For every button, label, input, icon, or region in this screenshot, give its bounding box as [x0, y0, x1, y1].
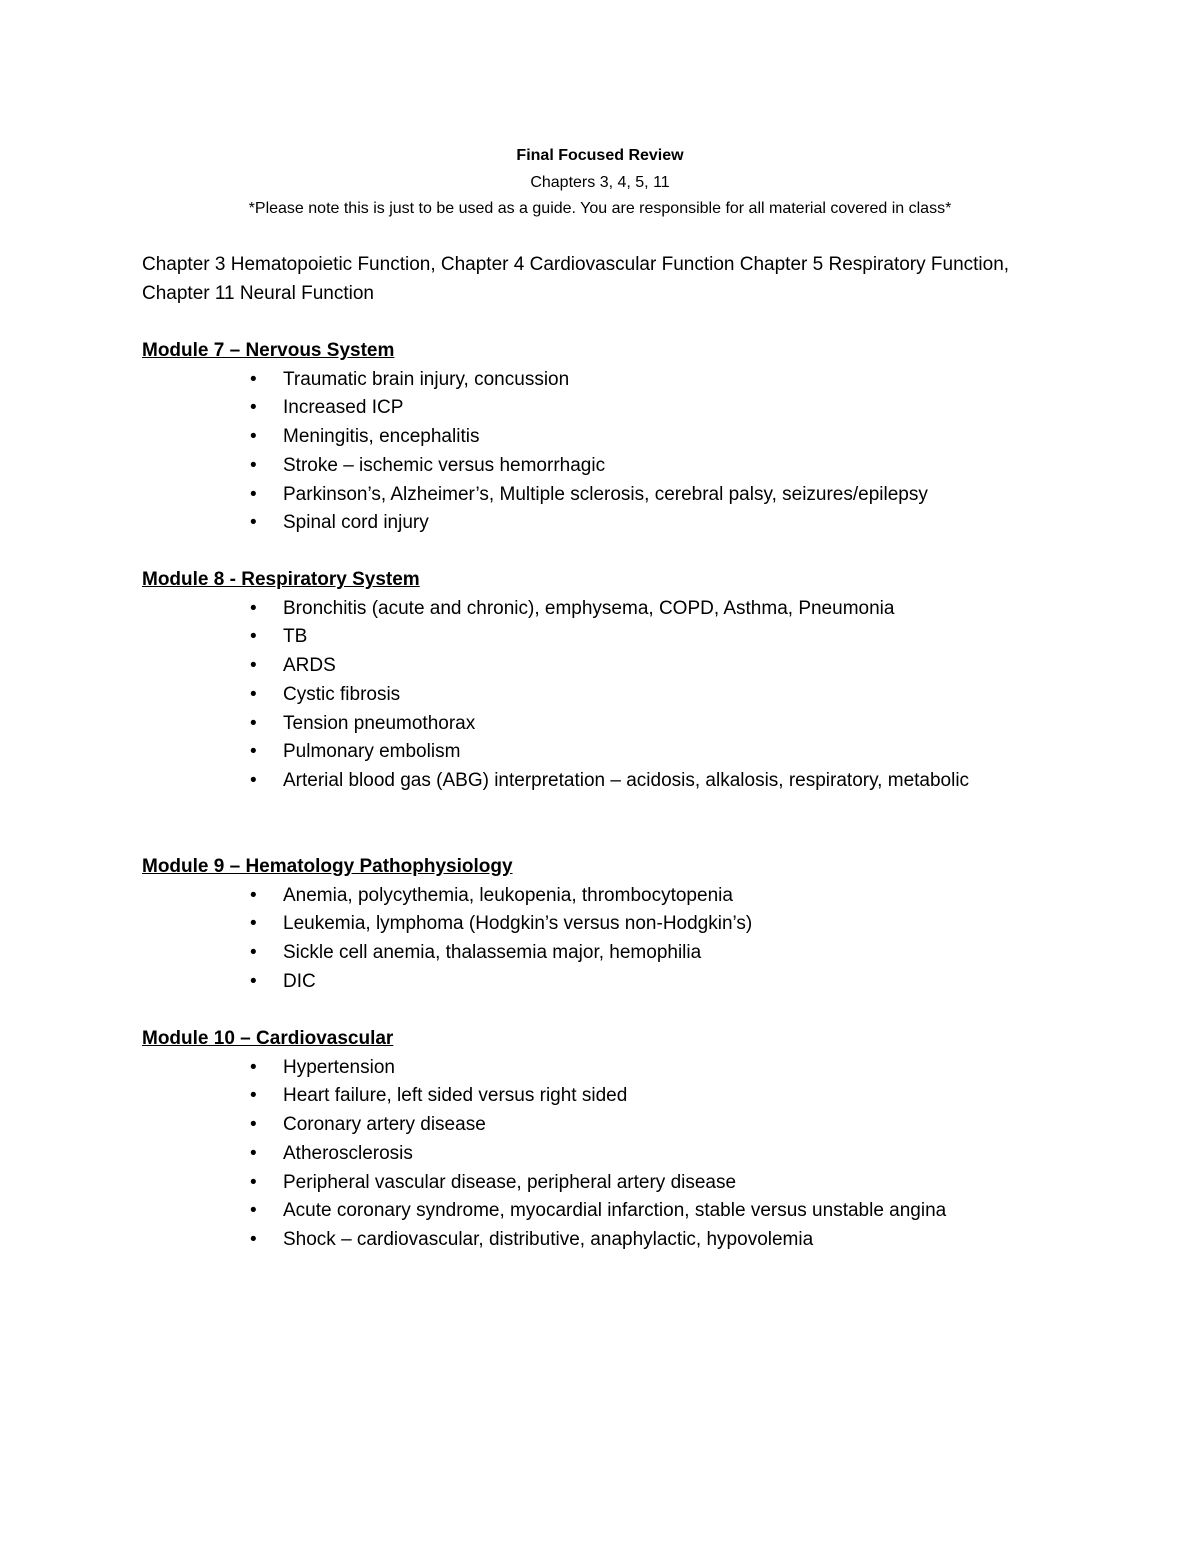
module-8-section	[142, 566, 1142, 796]
list-item-text: Shock – cardiovascular, distributive, anaphylactic, hypovolemia	[283, 1229, 814, 1251]
list-item	[142, 882, 1142, 911]
bullet-icon: •	[250, 1171, 257, 1193]
list-item	[142, 968, 1142, 997]
list-item-text: Hypertension	[283, 1056, 395, 1078]
list-item-text: Increased ICP	[283, 397, 404, 419]
list-item	[142, 394, 1142, 423]
list-item	[142, 452, 1142, 481]
bullet-icon: •	[250, 770, 257, 792]
bullet-icon: •	[250, 426, 257, 448]
module-heading: Module 7 – Nervous System	[142, 340, 395, 361]
list-item	[142, 1226, 1142, 1255]
list-item-text: Atherosclerosis	[283, 1142, 413, 1164]
list-item-text: Acute coronary syndrome, myocardial infarction, stable versus unstable angina	[283, 1200, 947, 1222]
module-item-list	[142, 1054, 1142, 1256]
list-item-text: Bronchitis (acute and chronic), emphysema, COPD, Asthma, Pneumonia	[283, 597, 895, 619]
bullet-icon: •	[250, 712, 257, 734]
bullet-icon: •	[250, 655, 257, 677]
chapters-subtitle: Chapters 3, 4, 5, 11	[530, 174, 670, 191]
module-heading: Module 10 – Cardiovascular	[142, 1028, 394, 1049]
module-item-list	[142, 595, 1142, 797]
bullet-icon: •	[250, 1200, 257, 1222]
module-heading: Module 8 - Respiratory System	[142, 569, 420, 590]
list-item-text: Tension pneumothorax	[283, 712, 476, 734]
list-item-text: Leukemia, lymphoma (Hodgkin’s versus non-Hodgkin’s)	[283, 913, 753, 935]
bullet-icon: •	[250, 884, 257, 906]
list-item	[142, 1140, 1142, 1169]
bullet-icon: •	[250, 1229, 257, 1251]
list-item-text: Meningitis, encephalitis	[283, 426, 480, 448]
bullet-icon: •	[250, 512, 257, 534]
chapters-intro-paragraph: Chapter 3 Hematopoietic Function, Chapter 4 Cardiovascular Function Chapter 5 Respiratory Function, Chapter 11 Neural Function	[142, 254, 1010, 304]
list-item-text: Coronary artery disease	[283, 1114, 486, 1136]
bullet-icon: •	[250, 368, 257, 390]
list-item	[142, 738, 1142, 767]
bullet-icon: •	[250, 397, 257, 419]
list-item	[142, 423, 1142, 452]
list-item-text: Anemia, polycythemia, leukopenia, thrombocytopenia	[283, 884, 733, 906]
guide-note: *Please note this is just to be used as a guide. You are responsible for all material covered in class*	[248, 200, 952, 217]
bullet-icon: •	[250, 970, 257, 992]
module-7-section	[142, 337, 1142, 538]
bullet-icon: •	[250, 483, 257, 505]
list-item	[142, 595, 1142, 624]
list-item	[142, 939, 1142, 968]
module-heading: Module 9 – Hematology Pathophysiology	[142, 856, 513, 877]
list-item-text: Stroke – ischemic versus hemorrhagic	[283, 454, 606, 476]
list-item	[142, 1197, 1142, 1226]
list-item	[142, 1054, 1142, 1083]
list-item-text: Cystic fibrosis	[283, 683, 401, 705]
list-item-text: Sickle cell anemia, thalassemia major, hemophilia	[283, 942, 702, 964]
list-item	[142, 481, 1142, 510]
list-item-text: Pulmonary embolism	[283, 741, 461, 763]
list-item-text: ARDS	[283, 655, 336, 677]
list-item	[142, 681, 1142, 710]
bullet-icon: •	[250, 683, 257, 705]
list-item-text: Peripheral vascular disease, peripheral artery disease	[283, 1171, 737, 1193]
list-item	[142, 1111, 1142, 1140]
module-9-section	[142, 853, 1142, 997]
list-item	[142, 710, 1142, 739]
document-title: Final Focused Review	[516, 147, 684, 164]
list-item-text: Parkinson’s, Alzheimer’s, Multiple sclerosis, cerebral palsy, seizures/epilepsy	[283, 483, 928, 505]
list-item-text: DIC	[283, 970, 316, 992]
list-item	[142, 1169, 1142, 1198]
bullet-icon: •	[250, 1085, 257, 1107]
module-item-list	[142, 882, 1142, 997]
list-item	[142, 366, 1142, 395]
bullet-icon: •	[250, 741, 257, 763]
list-item	[142, 509, 1142, 538]
list-item-text: Spinal cord injury	[283, 512, 429, 534]
list-item	[142, 910, 1142, 939]
list-item	[142, 767, 970, 796]
list-item-text: TB	[283, 626, 308, 648]
bullet-icon: •	[250, 913, 257, 935]
bullet-icon: •	[250, 597, 257, 619]
list-item	[142, 623, 1142, 652]
list-item	[142, 652, 1142, 681]
list-item-text: Heart failure, left sided versus right sided	[283, 1085, 628, 1107]
list-item-text: Arterial blood gas (ABG) interpretation – acidosis, alkalosis, respiratory, metabolic	[283, 770, 970, 792]
bullet-icon: •	[250, 626, 257, 648]
bullet-icon: •	[250, 1056, 257, 1078]
bullet-icon: •	[250, 1142, 257, 1164]
module-10-section	[142, 1025, 1142, 1255]
list-item	[142, 1082, 1142, 1111]
list-item-text: Traumatic brain injury, concussion	[283, 368, 570, 390]
bullet-icon: •	[250, 1114, 257, 1136]
bullet-icon: •	[250, 942, 257, 964]
bullet-icon: •	[250, 454, 257, 476]
module-item-list	[142, 366, 1142, 539]
